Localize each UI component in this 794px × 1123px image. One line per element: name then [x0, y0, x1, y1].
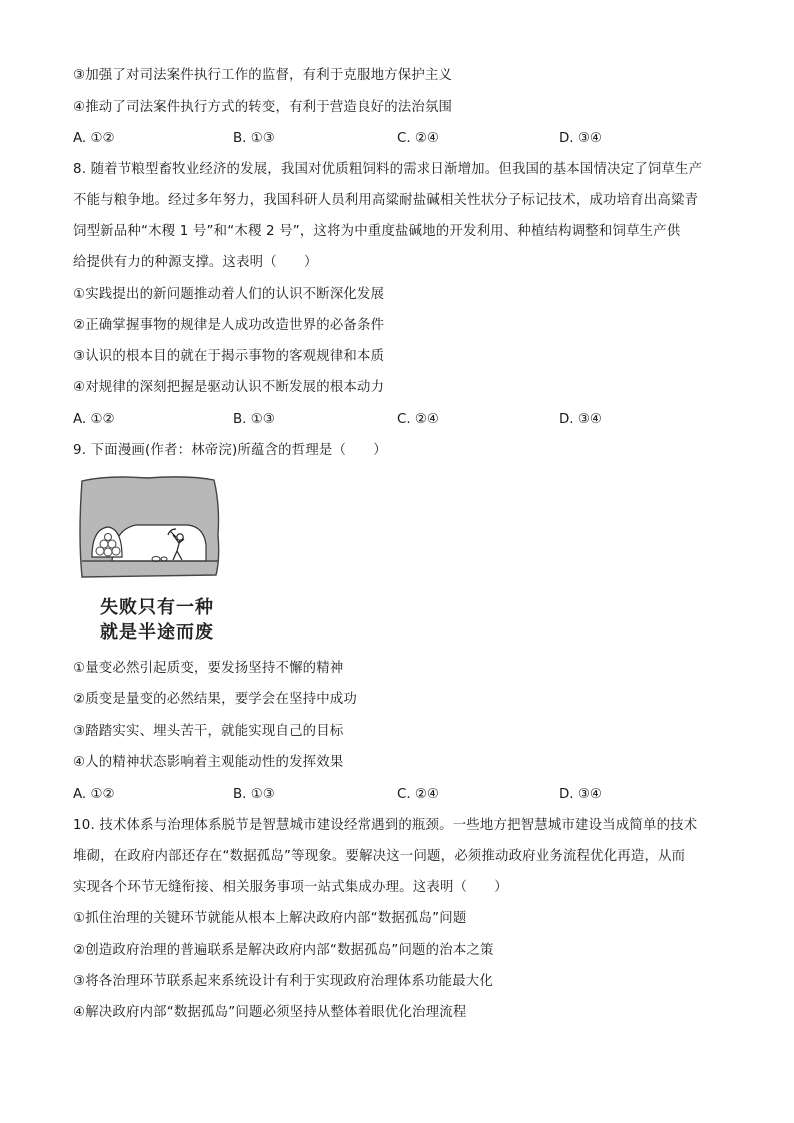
q9-option-c: C. ②④ [397, 787, 439, 802]
q7-options [73, 129, 673, 149]
q9-stem: 9. 下面漫画(作者：林帝浣)所蕴含的哲理是（ ） [73, 443, 387, 458]
q9-statement-4: ④人的精神状态影响着主观能动性的发挥效果 [73, 755, 344, 770]
q8-stem-line-4: 给提供有力的种源支撑。这表明（ ） [73, 255, 318, 270]
cartoon-caption-line-2: 就是半途而废 [100, 622, 214, 643]
q9-statement-2: ②质变是量变的必然结果，要学会在坚持中成功 [73, 692, 358, 707]
q7-option-c: C. ②④ [397, 131, 439, 146]
q8-stem-line-2: 不能与粮争地。经过多年努力，我国科研人员利用高粱耐盐碱相关性状分子标记技术，成功培育出高粱青 [73, 193, 699, 208]
q8-option-d: D. ③④ [559, 412, 602, 427]
q7-option-d: D. ③④ [559, 131, 602, 146]
q10-stem-line-1: 10. 技术体系与治理体系脱节是智慧城市建设经常遇到的瓶颈。一些地方把智慧城市建设当成简单的技术 [73, 818, 698, 833]
q8-stem-line-1: 8. 随着节粮型畜牧业经济的发展，我国对优质粗饲料的需求日渐增加。但我国的基本国情决定了饲草生产 [73, 162, 703, 177]
q9-option-a: A. ①② [73, 787, 115, 802]
q8-statement-4: ④对规律的深刻把握是驱动认识不断发展的根本动力 [73, 380, 385, 395]
q7-statement-3: ③加强了对司法案件执行工作的监督，有利于克服地方保护主义 [73, 68, 453, 83]
q10-statement-2: ②创造政府治理的普遍联系是解决政府内部“数据孤岛”问题的治本之策 [73, 943, 494, 958]
q7-option-b: B. ①③ [233, 131, 275, 146]
q8-statement-3: ③认识的根本目的就在于揭示事物的客观规律和本质 [73, 349, 385, 364]
q8-option-b: B. ①③ [233, 412, 275, 427]
q8-option-a: A. ①② [73, 412, 115, 427]
q10-stem-line-2: 堆砌，在政府内部还存在“数据孤岛”等现象。要解决这一问题，必须推动政府业务流程优化再造，从而 [73, 849, 686, 864]
cartoon-tunnel-drawing [78, 475, 223, 585]
q9-statement-3: ③踏踏实实、埋头苦干，就能实现自己的目标 [73, 724, 344, 739]
q9-statement-1: ①量变必然引起质变，要发扬坚持不懈的精神 [73, 661, 344, 676]
q10-statement-4: ④解决政府内部“数据孤岛”问题必须坚持从整体着眼优化治理流程 [73, 1005, 467, 1020]
q10-stem-line-3: 实现各个环节无缝衔接、相关服务事项一站式集成办理。这表明（ ） [73, 880, 508, 895]
cartoon-figure [78, 475, 223, 645]
cartoon-caption-line-1: 失败只有一种 [100, 597, 214, 618]
q9-option-b: B. ①③ [233, 787, 275, 802]
q8-options [73, 410, 673, 430]
q10-statement-3: ③将各治理环节联系起来系统设计有利于实现政府治理体系功能最大化 [73, 974, 493, 989]
q9-option-d: D. ③④ [559, 787, 602, 802]
q8-option-c: C. ②④ [397, 412, 439, 427]
q8-statement-2: ②正确掌握事物的规律是人成功改造世界的必备条件 [73, 318, 385, 333]
q7-statement-4: ④推动了司法案件执行方式的转变，有利于营造良好的法治氛围 [73, 100, 453, 115]
q10-statement-1: ①抓住治理的关键环节就能从根本上解决政府内部“数据孤岛”问题 [73, 911, 467, 926]
q8-statement-1: ①实践提出的新问题推动着人们的认识不断深化发展 [73, 287, 385, 302]
q9-options [73, 785, 673, 805]
q8-stem-line-3: 饲型新品种“木稷 1 号”和“木稷 2 号”，这将为中重度盐碱地的开发利用、种植结构调整和饲草生产供 [73, 224, 681, 239]
q7-option-a: A. ①② [73, 131, 115, 146]
